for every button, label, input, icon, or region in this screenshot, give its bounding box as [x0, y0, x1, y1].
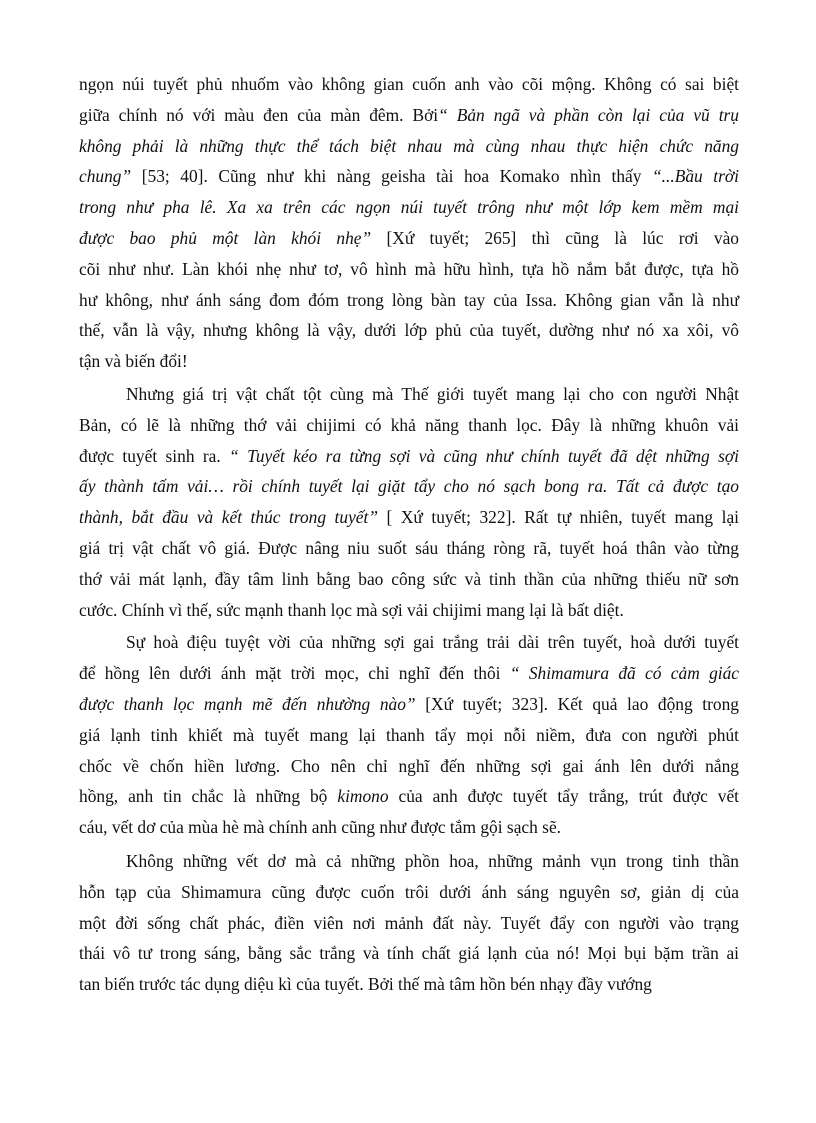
text-line	[79, 969, 739, 1000]
text-line	[79, 69, 739, 100]
text-span: ngọn núi tuyết phủ nhuốm vào không gian cuốn anh vào cõi mộng. Không có sai biệt	[79, 74, 739, 94]
text-span: hư không, như ánh sáng đom đóm trong lòng bàn tay của Issa. Không gian vẫn là như	[79, 289, 739, 310]
text-span: để hồng lên dưới ánh mặt trời mọc, chỉ nghĩ đến thôi	[79, 663, 510, 684]
italic-quote-span: được thanh lọc mạnh mẽ đến nhường nào”	[79, 693, 416, 714]
text-line	[79, 595, 739, 626]
text-span: tận và biến đổi!	[79, 351, 188, 372]
text-line	[79, 877, 739, 908]
text-line	[79, 751, 739, 782]
italic-quote-span: ấy thành tấm vải… rồi chính tuyết lại giặt tẩy cho nó sạch bong ra. Tất cả được tạo	[79, 476, 739, 497]
italic-quote-span: “ Shimamura đã có cảm giác	[509, 663, 740, 684]
text-line	[79, 846, 739, 877]
text-span: cõi như như. Làn khói nhẹ như tơ, vô hình mà hữu hình, tựa hồ nắm bắt được, tựa hồ	[79, 258, 739, 279]
paragraph-3	[79, 627, 739, 843]
text-span: Nhưng giá trị vật chất tột cùng mà Thế giới tuyết mang lại cho con người Nhật	[126, 383, 739, 404]
text-line	[79, 502, 739, 533]
text-line	[79, 658, 739, 689]
italic-quote-span: được bao phủ một làn khói nhẹ”	[79, 227, 372, 248]
italic-quote-span: “ Tuyết kéo ra từng sợi và cũng như chính tuyết đã dệt những sợi	[229, 445, 739, 466]
text-line	[79, 564, 739, 595]
text-line	[79, 938, 739, 969]
paragraph-4	[79, 846, 739, 1000]
paragraph-1	[79, 69, 739, 377]
text-line	[79, 781, 739, 812]
text-span: hỗn tạp của Shimamura cũng được cuốn trôi dưới ánh sáng nguyên sơ, giản dị của	[79, 881, 739, 902]
text-line	[79, 441, 739, 472]
text-line	[79, 812, 739, 843]
text-span: cước. Chính vì thế, sức mạnh thanh lọc mà sợi vải chijimi mang lại là bất diệt.	[79, 599, 624, 620]
text-span: Bản, có lẽ là những thớ vải chijimi có khả năng thanh lọc. Đây là những khuôn vải	[79, 414, 739, 435]
text-line	[79, 346, 739, 377]
italic-quote-span: không phải là những thực thể tách biệt nhau mà cùng nhau thực hiện chức năng	[79, 135, 739, 156]
text-line	[79, 285, 739, 316]
text-span: của anh được tuyết tẩy trắng, trút được vết	[388, 786, 740, 807]
text-span: [Xứ tuyết; 265] thì cũng là lúc rơi vào	[371, 227, 739, 248]
text-line	[79, 720, 739, 751]
text-line	[79, 254, 739, 285]
text-span: giữa chính nó với màu đen của màn đêm. Bởi	[79, 104, 439, 125]
text-line	[79, 471, 739, 502]
text-span: được tuyết sinh ra.	[79, 445, 230, 466]
italic-quote-span: “ Bản ngã và phần còn lại của vũ trụ	[438, 104, 739, 125]
text-line	[79, 410, 739, 441]
text-span: tan biến trước tác dụng diệu kì của tuyết. Bởi thế mà tâm hồn bén nhạy đầy vướng	[79, 974, 652, 995]
text-span: giá trị vật chất vô giá. Được nâng niu suốt sáu tháng ròng rã, tuyết hoá thân vào từng	[79, 537, 739, 558]
text-span: hồng, anh tin chắc là những bộ	[79, 786, 338, 807]
text-span: thớ vải mát lạnh, đầy tâm linh bằng bao công sức và tinh thần của những thiếu nữ sơn	[79, 568, 739, 589]
text-line	[79, 533, 739, 564]
text-span: một đời sống chất phác, điền viên nơi mảnh đất này. Tuyết đẩy con người vào trạng	[79, 912, 739, 933]
document-page	[79, 69, 739, 1000]
text-line	[79, 131, 739, 162]
text-span: giá lạnh tinh khiết mà tuyết mang lại thanh tẩy mọi nỗi niềm, đưa con người phút	[79, 724, 739, 745]
text-line	[79, 689, 739, 720]
text-span: [ Xứ tuyết; 322]. Rất tự nhiên, tuyết mang lại	[378, 507, 739, 528]
text-span: [Xứ tuyết; 323]. Kết quả lao động trong	[415, 693, 740, 714]
text-span: Sự hoà điệu tuyệt vời của những sợi gai trắng trải dài trên tuyết, hoà dưới tuyết	[126, 632, 739, 653]
text-span: [53; 40]. Cũng như khi nàng geisha tài hoa Komako nhìn thấy	[131, 166, 653, 187]
text-line	[79, 192, 739, 223]
text-line	[79, 908, 739, 939]
italic-quote-span: kimono	[337, 786, 389, 807]
text-span: thế, vẫn là vậy, nhưng không là vậy, dưới lớp phủ của tuyết, dường như nó xa xôi, vô	[79, 320, 739, 341]
italic-quote-span: “...Bầu trời	[652, 166, 740, 187]
text-line	[79, 627, 739, 658]
italic-quote-span: trong như pha lê. Xa xa trên các ngọn núi tuyết trông như một lớp kem mềm mại	[79, 197, 739, 218]
italic-quote-span: chung”	[79, 166, 132, 187]
text-line	[79, 315, 739, 346]
text-line	[79, 161, 739, 192]
italic-quote-span: thành, bắt đầu và kết thúc trong tuyết”	[79, 507, 379, 528]
text-span: Không những vết dơ mà cả những phồn hoa, những mảnh vụn trong tinh thần	[126, 850, 739, 871]
text-span: thái vô tư trong sáng, bằng sắc trắng và tính chất giá lạnh của nó! Mọi bụi bặm trần ai	[79, 943, 739, 964]
paragraph-2	[79, 379, 739, 625]
text-span: cáu, vết dơ của mùa hè mà chính anh cũng như được tắm gội sạch sẽ.	[79, 817, 562, 838]
text-line	[79, 379, 739, 410]
text-line	[79, 100, 739, 131]
text-line	[79, 223, 739, 254]
text-span: chốc về chốn hiền lương. Cho nên chỉ nghĩ đến những sợi gai ánh lên dưới nắng	[79, 755, 739, 776]
